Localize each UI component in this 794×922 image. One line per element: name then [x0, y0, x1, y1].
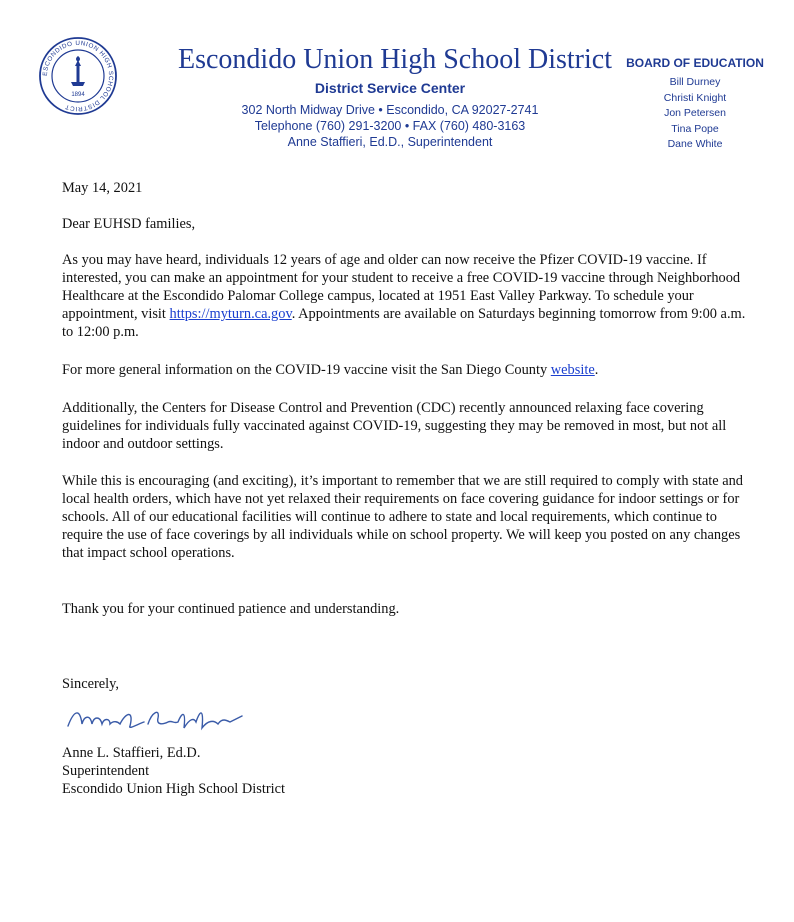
paragraph-vaccine: [62, 251, 748, 341]
paragraph-text: As you may have heard, individuals 12 years of age and older can now receive the Pfizer COVID-19 vaccine. If interested, you can make an appointment for your student to receive a free COVID-19 vaccine through Neighborhood Healthcare at the Escondido Palomar College campus, located at 1951 East Valley Parkway. To schedule your appointment, visit: [62, 252, 741, 322]
board-title: BOARD OF EDUCATION: [626, 56, 764, 70]
board-member: Dane White: [667, 138, 723, 150]
board-member: Tina Pope: [671, 122, 719, 135]
signer-title: Superintendent: [62, 763, 150, 779]
signer-organization: Escondido Union High School District: [62, 781, 286, 797]
board-of-education: [618, 56, 772, 153]
district-seal: [38, 36, 118, 116]
service-center-title: District Service Center: [314, 80, 466, 96]
handwritten-signature: [64, 704, 244, 732]
paragraph-text: For more general information on the COVID-19 vaccine visit the San Diego County: [62, 362, 551, 378]
paragraph-health-orders: While this is encouraging (and exciting), it’s important to remember that we are still required to comply with state and local health orders, which have not yet relaxed their requirements on face covering guidance for indoor settings or for schools. All of our educational facilities will continue to adhere to state and local requirements, which continue to require the use of face coverings by all individuals while on school property. We will keep you posted on any changes that impact school operations.: [62, 473, 743, 561]
paragraph-county-info: [62, 361, 748, 379]
board-member: Jon Petersen: [664, 107, 726, 119]
signer-name: Anne L. Staffieri, Ed.D.: [62, 745, 201, 761]
contact-block: [190, 102, 590, 150]
closing: Sincerely,: [62, 676, 120, 692]
seal-ring-text: ESCONDIDO UNION HIGH SCHOOL DISTRICT: [41, 39, 115, 113]
board-member: Christi Knight: [663, 91, 727, 104]
paragraph-text: .: [594, 362, 599, 378]
salutation: Dear EUHSD families,: [62, 216, 196, 232]
address-line: 302 North Midway Drive • Escondido, CA 92027-2741: [241, 103, 539, 117]
paragraph-cdc: Additionally, the Centers for Disease Control and Prevention (CDC) recently announced relaxing face covering guidelines for individuals fully vaccinated against COVID-19, suggesting they may be removed in most, but not all indoor and outdoor settings.: [62, 400, 727, 452]
phone-fax-line: Telephone (760) 291-3200 • FAX (760) 480-3163: [254, 119, 526, 133]
myturn-link[interactable]: https://myturn.ca.gov: [169, 306, 292, 322]
superintendent-line: Anne Staffieri, Ed.D., Superintendent: [287, 135, 493, 149]
seal-year: 1894: [71, 92, 85, 98]
district-name: Escondido Union High School District: [178, 44, 612, 75]
county-website-link[interactable]: website: [550, 362, 595, 378]
letter-date: May 14, 2021: [62, 180, 143, 196]
signature-block: [62, 744, 285, 798]
paragraph-thanks: Thank you for your continued patience and understanding.: [62, 601, 400, 617]
paragraph-text: . Appointments are available on Saturdays beginning tomorrow from 9:00 a.m. to 12:00 p.m.: [62, 306, 746, 340]
board-member: Bill Durney: [669, 76, 721, 88]
